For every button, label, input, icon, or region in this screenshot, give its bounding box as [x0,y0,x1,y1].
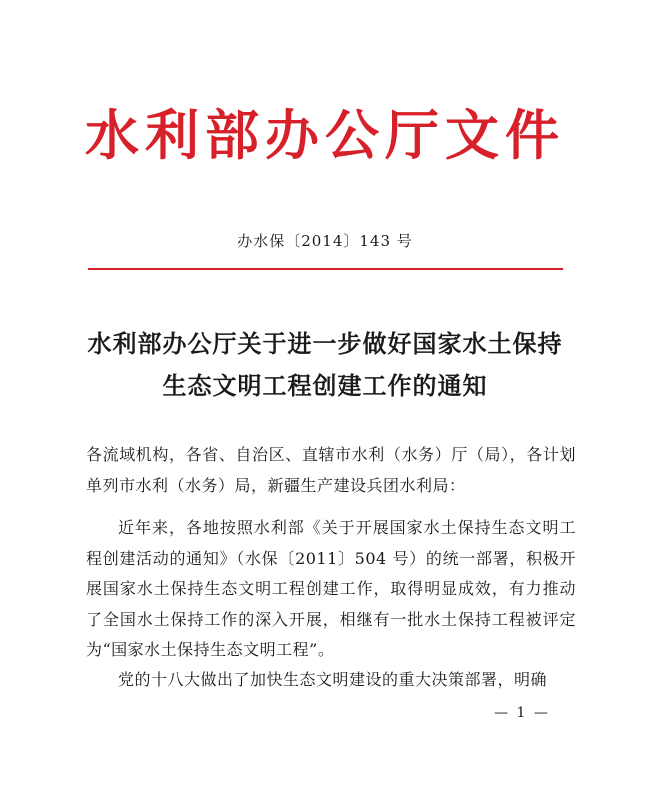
document-number: 办水保〔2014〕143 号 [237,232,413,250]
notice-title-line-1: 水利部办公厅关于进一步做好国家水土保持 [87,330,563,358]
page-number: — 1 — [494,705,550,721]
document-header-title: 水利部办公厅文件 [85,103,565,167]
red-divider-line [88,268,563,270]
body-paragraph-1: 近年来，各地按照水利部《关于开展国家水土保持生态文明工程创建活动的通知》（水保〔2011〕504 号）的统一部署，积极开展国家水土保持生态文明工程创建工作，取得明显成效，有力推动了全国水土保持工作的深入开展，相继有一批水土保持工程被评定为“国家水土保持生态文明工程”。 [86,518,576,659]
notice-title-line-2: 生态文明工程创建工作的通知 [162,372,488,400]
salutation: 各流域机构，各省、自治区、直辖市水利（水务）厅（局），各计划单列市水利（水务）局，新疆生产建设兵团水利局： [86,445,576,495]
body-paragraph-2: 党的十八大做出了加快生态文明建设的重大决策部署，明确 [118,670,548,689]
